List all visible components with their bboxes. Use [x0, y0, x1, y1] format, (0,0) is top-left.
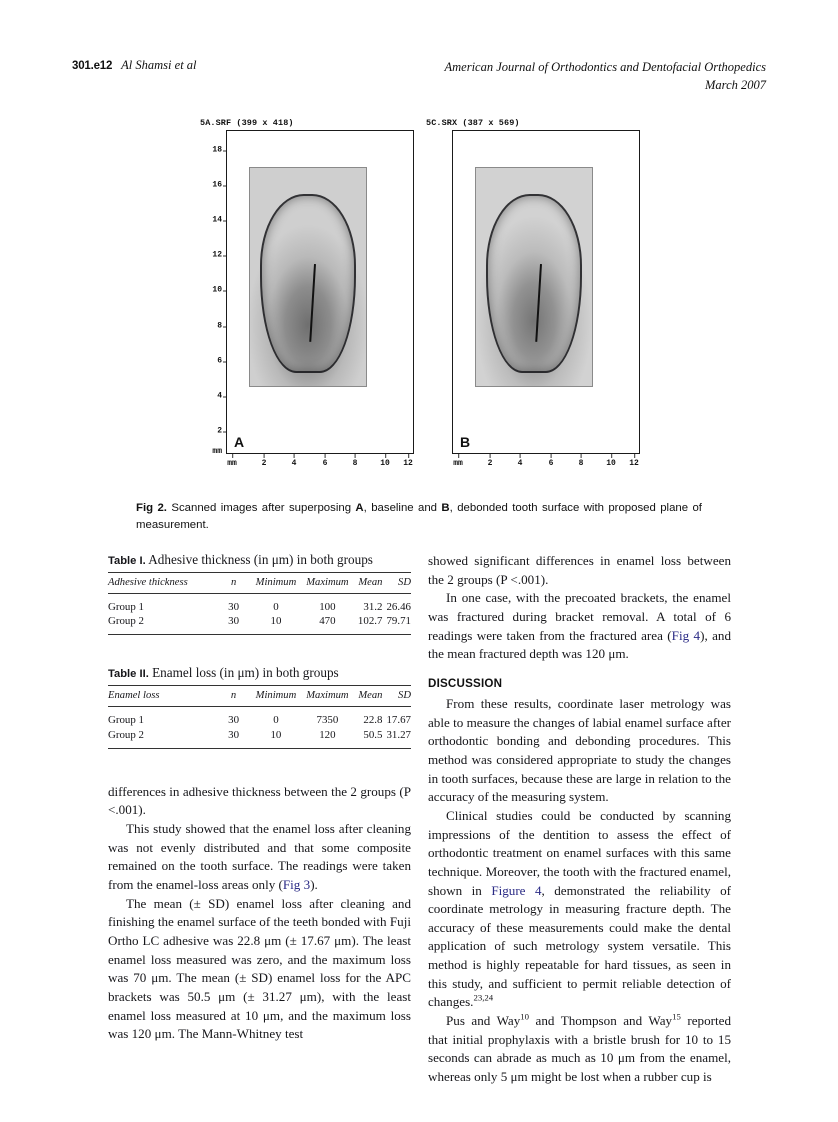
x-tick: 10: [380, 459, 390, 468]
table-2-header-row: [108, 686, 411, 707]
panel-a-x-axis-pad: [200, 454, 226, 469]
table-1-col-min: Minimum: [255, 577, 297, 588]
y-tick: 10: [212, 285, 222, 295]
table-2-col-sd: SD: [398, 690, 411, 702]
right-paragraph-4-start: Clinical studies could be conducted by scanning impressions of the dentition to assess the effect of orthodontic treatment on enamel surfaces with this same technique. Moreover, the tooth with the fractured enamel, shown in: [428, 807, 731, 898]
figure-4-crossref[interactable]: Fig 4: [671, 627, 701, 643]
cell-min: 10: [270, 728, 282, 741]
right-paragraph-5-a: Pus and Way: [446, 1013, 521, 1029]
running-head-right: [445, 58, 767, 94]
issue-date: March 2007: [705, 78, 766, 93]
cell-mean: 50.5: [363, 728, 383, 741]
citation-ref-23-24[interactable]: 23,24: [473, 993, 494, 1004]
cell-sd: 26.46: [386, 601, 411, 613]
right-paragraph-2-end: ), and the mean fractured depth was 120 μm.: [428, 627, 731, 662]
figure-panel-a: [200, 118, 414, 469]
body-spacer: [108, 753, 411, 783]
table-row: [108, 594, 411, 615]
table-1-caption: [108, 552, 411, 568]
right-paragraph-5: [428, 1012, 731, 1087]
panel-b-letter: B: [460, 434, 471, 450]
right-paragraph-4: [428, 807, 731, 1012]
table-row: [108, 707, 411, 728]
table-2-col-label: Enamel loss: [108, 690, 160, 702]
figure-caption-bold-b: B: [441, 502, 450, 514]
table-2-col-max: Maximum: [306, 690, 349, 702]
cell-max: 120: [319, 728, 336, 741]
journal-title: American Journal of Orthodontics and Dentofacial Orthopedics: [444, 60, 766, 74]
table-2: [108, 685, 411, 748]
right-paragraph-2: [428, 589, 731, 664]
x-tick: 8: [578, 459, 584, 468]
cell-max: 470: [319, 615, 336, 628]
cell-label: Group 2: [108, 615, 144, 628]
panel-b-x-axis-pad: [426, 454, 452, 469]
y-tick: 8: [217, 321, 222, 331]
table-1-col-mean: Mean: [358, 577, 383, 588]
panel-a-y-unit: mm: [212, 447, 222, 456]
tooth-outline: [260, 194, 355, 373]
table-row: [108, 728, 411, 749]
panel-a-x-axis: [226, 454, 414, 469]
figure-caption-part1: Scanned images after superposing: [166, 502, 356, 514]
table-2-block: [108, 665, 411, 748]
table-2-body: [108, 707, 411, 748]
cell-n: 30: [228, 615, 240, 628]
panel-a-scan-image: [249, 167, 367, 387]
table-1-col-label: Adhesive thickness: [108, 577, 188, 588]
panel-b-y-axis: [426, 130, 452, 454]
panel-b-x-axis-row: [426, 454, 640, 469]
panel-b-plot-row: [426, 130, 640, 454]
figure-caption-bold-a: A: [355, 502, 364, 514]
table-1-number: Table I.: [108, 555, 146, 567]
x-tick: 6: [548, 459, 554, 468]
cell-max: 7350: [316, 714, 339, 727]
cell-n: 30: [228, 714, 240, 727]
cell-min: 0: [273, 714, 279, 727]
right-paragraph-5-c: reported that initial prophylaxis with a bristle brush for 10 to 15 seconds can abrade as much as 10 μm from the enamel, whereas only 5 μm might be lost when a rubber cup is: [428, 1013, 731, 1085]
figure-2-caption: [136, 500, 702, 534]
page-folio: 301.e12: [72, 60, 113, 72]
cell-label: Group 2: [108, 728, 144, 741]
citation-ref-15[interactable]: 15: [672, 1011, 681, 1022]
table-1-head: [108, 573, 411, 594]
right-paragraph-2-start: In one case, with the precoated brackets, the enamel was fractured during bracket removal. A total of 6 readings were taken from the fractured area (: [428, 590, 731, 643]
right-paragraph-1: showed significant differences in enamel loss between the 2 groups (P <.001).: [428, 553, 731, 587]
left-paragraph-2: [108, 820, 411, 895]
x-tick: 6: [322, 459, 328, 468]
y-tick: 4: [217, 391, 222, 401]
y-tick: 12: [212, 250, 222, 260]
figure-3-crossref[interactable]: Fig 3: [282, 877, 311, 893]
table-2-col-mean: Mean: [358, 690, 383, 702]
figure-panels: [200, 118, 640, 469]
left-paragraph-3: The mean (± SD) enamel loss after cleaning and finishing the enamel surface of the teeth bonded with Fuji Ortho LC adhesive was 22.8 μm (± 17.67 μm). The least enamel loss measured was zero, and the maximum loss was 70 μm. The mean (± SD) enamel loss for the APC brackets was 50.5 μm (± 31.27 μm), with the least enamel loss measured at 10 μm, and the maximum loss was 120 μm. The Mann-Whitney test: [108, 895, 411, 1042]
table-row: [108, 614, 411, 635]
x-tick: 10: [606, 459, 616, 468]
table-1-header-row: [108, 573, 411, 594]
cell-label: Group 1: [108, 601, 144, 613]
right-paragraph-5-b: and Thompson and Way: [529, 1013, 673, 1029]
cell-mean: 22.8: [363, 714, 383, 727]
y-tick: 18: [212, 145, 222, 155]
cell-label: Group 1: [108, 714, 144, 727]
panel-a-letter: A: [234, 434, 245, 450]
figure-caption-part2: , baseline and: [363, 502, 442, 514]
panel-a-plot-row: [200, 130, 414, 454]
figure-caption-part3: , debonded tooth surface with proposed plane of measurement.: [136, 502, 702, 531]
panel-a-plot-area: [226, 130, 414, 454]
table-1-col-n: n: [230, 577, 237, 588]
x-tick: 12: [629, 459, 639, 468]
left-paragraph-1: differences in adhesive thickness between the 2 groups (P <.001).: [108, 783, 411, 818]
panel-a-x-axis-row: [200, 454, 414, 469]
y-tick: 16: [212, 180, 222, 190]
panel-b-plot-area: [452, 130, 640, 454]
section-heading-discussion: DISCUSSION: [428, 676, 503, 690]
x-tick: mm: [453, 459, 463, 468]
x-tick: 4: [291, 459, 297, 468]
x-tick: mm: [227, 459, 237, 468]
running-head-left: [72, 58, 197, 73]
table-1-col-sd: SD: [398, 577, 411, 588]
right-paragraph-4-mid: , demonstrated the reliability of coordinate metrology in measuring fracture depth. The accuracy of these measurements could make the dental application of such metrology system versatile. This method is highly repeatable for hard tissues, as seen in this study, and sufficient to permit reliable detection of changes.: [428, 882, 731, 1010]
table-2-number: Table II.: [108, 668, 149, 681]
table-1-caption-text: Adhesive thickness (in μm) in both groups: [145, 552, 373, 567]
x-tick: 4: [517, 459, 523, 468]
y-tick: 14: [212, 215, 222, 225]
cell-min: 10: [270, 615, 282, 628]
cell-n: 30: [228, 601, 240, 613]
panel-b-x-axis: [452, 454, 640, 469]
table-1-body: [108, 594, 411, 635]
left-paragraph-2-text: This study showed that the enamel loss after cleaning was not evenly distributed and that some composite remained on the tooth surface. The readings were taken from the enamel-loss areas only (: [108, 821, 411, 893]
cell-sd: 79.71: [386, 615, 411, 628]
x-tick: 2: [261, 459, 267, 468]
figure-4-crossref-2[interactable]: Figure 4: [491, 882, 542, 898]
panel-b-title: 5C.SRX (387 x 569): [426, 118, 520, 128]
cell-n: 30: [228, 728, 240, 741]
table-1-block: [108, 552, 411, 635]
table-2-caption-text: Enamel loss (in μm) in both groups: [148, 665, 339, 681]
panel-a-y-axis: [200, 130, 226, 454]
figure-panel-b: [426, 118, 640, 469]
table-spacer: [108, 639, 411, 665]
x-tick: 12: [403, 459, 413, 468]
table-2-head: [108, 686, 411, 707]
left-column: [108, 552, 411, 1044]
citation-ref-10[interactable]: 10: [520, 1011, 530, 1022]
panel-a-title: 5A.SRF (399 x 418): [200, 118, 294, 128]
cell-sd: 31.27: [386, 728, 411, 741]
table-2-caption: [108, 665, 411, 681]
right-column: [428, 552, 731, 1087]
panel-b-scan-image: [475, 167, 593, 387]
cell-sd: 17.67: [386, 714, 411, 727]
table-2-col-min: Minimum: [255, 690, 297, 702]
cell-mean: 102.7: [357, 615, 383, 628]
table-1-col-max: Maximum: [306, 577, 349, 588]
table-2-col-n: n: [230, 690, 237, 702]
figure-caption-label: Fig 2.: [136, 502, 167, 514]
right-paragraph-3: From these results, coordinate laser metrology was able to measure the changes of labial enamel surface after orthodontic bonding and debonding procedures. This method was considered appropriate to study the changes in tooth surfaces, because these are large in relation to the accuracy of the measuring system.: [428, 695, 731, 805]
running-head: [72, 58, 766, 94]
x-tick: 2: [487, 459, 493, 468]
cell-max: 100: [319, 601, 336, 613]
cell-mean: 31.2: [363, 601, 383, 613]
tooth-outline: [486, 194, 581, 373]
x-tick: 8: [352, 459, 358, 468]
figure-2: [200, 118, 640, 469]
y-tick: 6: [217, 356, 222, 366]
left-paragraph-2-end: ).: [310, 877, 318, 893]
y-tick: 2: [217, 426, 222, 436]
running-head-authors: Al Shamsi et al: [121, 58, 197, 72]
table-1: [108, 572, 411, 635]
cell-min: 0: [273, 601, 279, 613]
